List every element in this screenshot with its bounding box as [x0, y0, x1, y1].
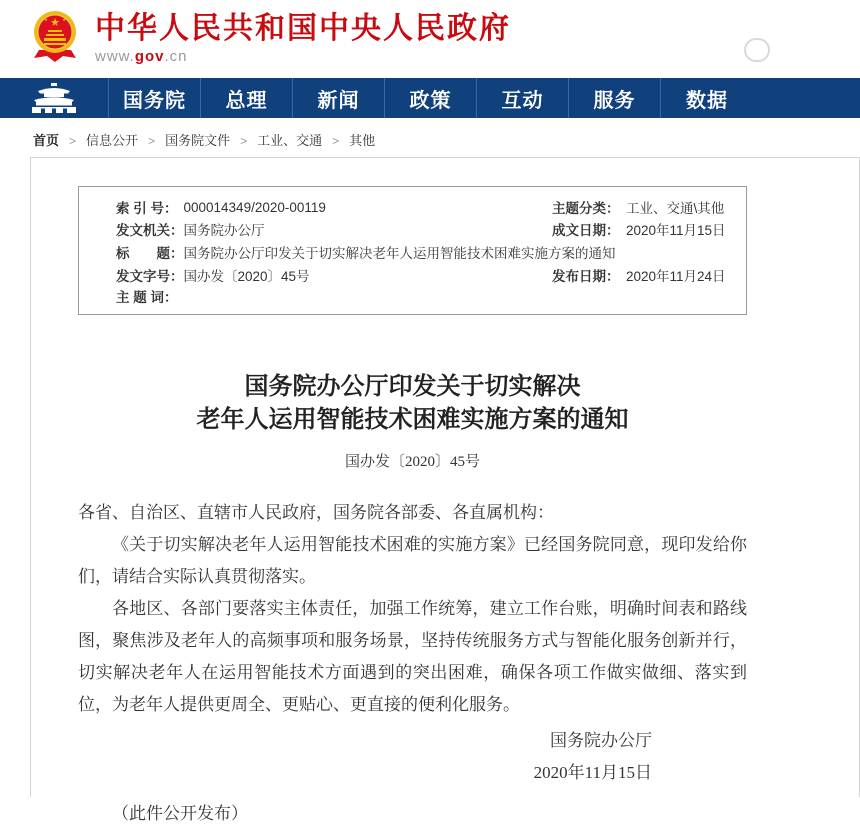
- meta-label-keywords: 主 题 词：: [116, 290, 178, 305]
- url-cn: .cn: [164, 48, 188, 65]
- svg-text:★: ★: [50, 17, 60, 29]
- meta-row: [79, 187, 747, 218]
- article-container: [30, 157, 860, 823]
- meta-label-doc-number: 发文字号：: [116, 268, 184, 284]
- site-header: [0, 0, 753, 78]
- breadcrumb-item-guowuyuanwenjian[interactable]: 国务院文件: [165, 133, 231, 148]
- svg-text:★: ★: [44, 17, 48, 22]
- breadcrumb-separator: >: [332, 134, 340, 148]
- meta-label-issuer: 发文机关：: [116, 222, 184, 238]
- meta-label-category: 主题分类：: [552, 201, 620, 216]
- breadcrumb-item-home[interactable]: 首页: [33, 133, 60, 148]
- doc-paragraph-2: 各地区、各部门要落实主体责任，加强工作统筹，建立工作台账，明确时间表和路线图，聚焦涉及老年人的高频事项和服务场景，坚持传统服务方式与智能化服务创新并行，切实解决老年人在运用智能技术方面遇到的突出困难，确保各项工作做实做细、落实到位，为老年人提供更周全、更贴心、更直接的便利化服务。: [78, 599, 747, 714]
- meta-value-publish-date: 2020年11月24日: [625, 268, 726, 284]
- doc-paragraph-salutation: 各省、自治区、直辖市人民政府，国务院各部委、各直属机构：: [78, 503, 554, 522]
- nav-item-hudong[interactable]: 互动: [477, 78, 569, 118]
- doc-title-line1: 国务院办公厅印发关于切实解决: [244, 374, 581, 400]
- meta-value-doc-number: 国办发〔2020〕45号: [183, 268, 310, 284]
- breadcrumb-separator: >: [240, 134, 248, 148]
- meta-row: [79, 263, 747, 286]
- meta-row: [79, 240, 747, 263]
- meta-row: [79, 217, 747, 240]
- meta-label-publish-date: 发布日期：: [552, 268, 620, 284]
- meta-row: [79, 286, 747, 315]
- main-nav: [0, 78, 860, 118]
- svg-text:★: ★: [62, 17, 66, 22]
- meta-value-issuer: 国务院办公厅: [183, 222, 265, 238]
- signature-name: 国务院办公厅: [550, 731, 652, 750]
- meta-value-written-date: 2020年11月15日: [625, 222, 726, 238]
- breadcrumb-item-qita[interactable]: 其他: [349, 133, 376, 148]
- nav-item-xinwen[interactable]: 新闻: [293, 78, 385, 118]
- breadcrumb-item-xinxigongkai[interactable]: 信息公开: [86, 133, 139, 148]
- meta-value-index: 000014349/2020-00119: [183, 199, 326, 215]
- doc-number: 国办发〔2020〕45号: [344, 454, 480, 470]
- nav-item-guowuyuan[interactable]: 国务院: [109, 78, 201, 118]
- header-titles: [95, 12, 511, 65]
- home-tiananmen-icon: [30, 83, 78, 113]
- site-url[interactable]: [95, 48, 511, 65]
- nav-item-zhengce[interactable]: 政策: [385, 78, 477, 118]
- national-emblem-icon: [33, 8, 77, 64]
- doc-meta-table: [78, 186, 747, 315]
- meta-value-title: 国务院办公厅印发关于切实解决老年人运用智能技术困难实施方案的通知: [183, 245, 616, 261]
- breadcrumb-separator: >: [148, 134, 156, 148]
- breadcrumb: [0, 118, 753, 159]
- url-gov: gov: [134, 48, 165, 65]
- breadcrumb-item-gongyejiaotong[interactable]: 工业、交通: [257, 133, 323, 148]
- site-title-link[interactable]: 中华人民共和国中央人民政府: [95, 12, 511, 45]
- signature-date: 2020年11月15日: [533, 763, 652, 782]
- doc-title-line2: 老年人运用智能技术困难实施方案的通知: [196, 407, 629, 433]
- search-box-partial[interactable]: [744, 38, 770, 62]
- meta-value-category: 工业、交通\其他: [625, 201, 725, 216]
- doc-footnote: （此件公开发布）: [112, 804, 248, 823]
- meta-label-written-date: 成文日期：: [552, 222, 620, 238]
- meta-label-title: 标 题：: [116, 245, 184, 261]
- nav-home[interactable]: [0, 78, 109, 118]
- meta-value-keywords: [184, 286, 747, 315]
- signature-block: [78, 725, 747, 789]
- url-www: www.: [95, 48, 135, 65]
- nav-item-shuju[interactable]: 数据: [686, 89, 728, 112]
- nav-item-fuwu[interactable]: 服务: [569, 78, 661, 118]
- breadcrumb-separator: >: [69, 134, 77, 148]
- meta-label-index: 索 引 号：: [116, 201, 178, 216]
- doc-paragraph-1: 《关于切实解决老年人运用智能技术困难的实施方案》已经国务院同意，现印发给你们，请结合实际认真贯彻落实。: [78, 535, 747, 586]
- nav-item-zongli[interactable]: 总理: [201, 78, 293, 118]
- doc-body: [78, 497, 747, 721]
- doc-title: [78, 371, 747, 437]
